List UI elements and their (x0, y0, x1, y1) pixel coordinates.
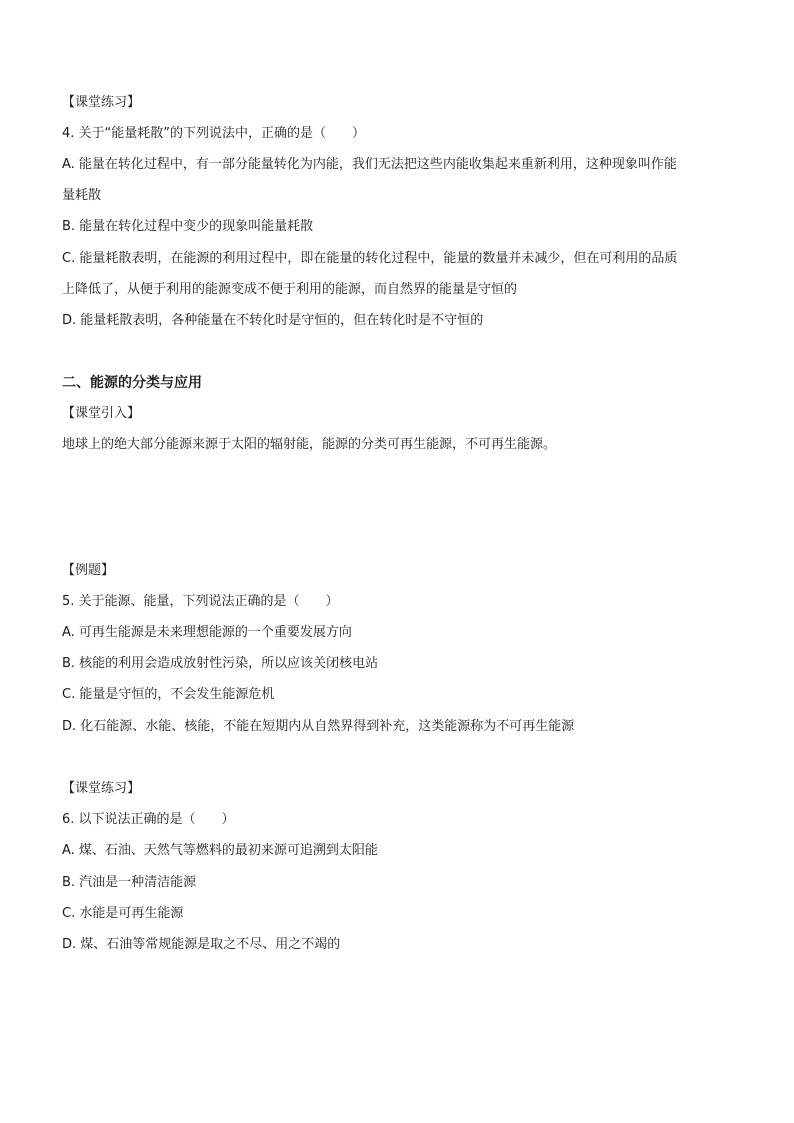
question-5-option-c: C. 能量是守恒的，不会发生能源危机 (62, 687, 275, 702)
question-5-option-b: B. 核能的利用会造成放射性污染，所以应该关闭核电站 (62, 656, 379, 671)
question-4-option-a-line2: 量耗散 (62, 188, 102, 203)
question-4-option-a-line1: A. 能量在转化过程中，有一部分能量转化为内能，我们无法把这些内能收集起来重新利用，这种现象叫作能 (62, 157, 677, 172)
practice-label-2: 【课堂练习】 (62, 781, 141, 796)
intro-label: 【课堂引入】 (62, 406, 141, 421)
question-6-option-b: B. 汽油是一种清洁能源 (62, 875, 197, 890)
question-4-option-b: B. 能量在转化过程中变少的现象叫能量耗散 (62, 219, 314, 234)
intro-text: 地球上的绝大部分能源来源于太阳的辐射能，能源的分类可再生能源，不可再生能源。 (62, 437, 557, 452)
question-6-option-d: D. 煤、石油等常规能源是取之不尽、用之不竭的 (62, 937, 341, 952)
question-5-option-d: D. 化石能源、水能、核能，不能在短期内从自然界得到补充，这类能源称为不可再生能源 (62, 719, 575, 734)
question-6-option-c: C. 水能是可再生能源 (62, 906, 184, 921)
question-5-stem: 5. 关于能源、能量，下列说法正确的是（ ） (62, 594, 339, 609)
question-4-option-c-line2: 上降低了，从便于利用的能源变成不便于利用的能源，而自然界的能量是守恒的 (62, 282, 518, 297)
example-label: 【例题】 (62, 563, 115, 578)
question-4-stem: 4. 关于“能量耗散”的下列说法中，正确的是（ ） (62, 126, 366, 141)
question-4-option-d: D. 能量耗散表明，各种能量在不转化时是守恒的，但在转化时是不守恒的 (62, 313, 484, 328)
question-4-option-c-line1: C. 能量耗散表明，在能源的利用过程中，即在能量的转化过程中，能量的数量并未减少，但在可利用的品质 (62, 251, 678, 266)
question-6-stem: 6. 以下说法正确的是（ ） (62, 812, 235, 827)
practice-label: 【课堂练习】 (62, 95, 141, 110)
question-5-option-a: A. 可再生能源是未来理想能源的一个重要发展方向 (62, 625, 352, 640)
section-title: 二、能源的分类与应用 (62, 375, 202, 391)
question-6-option-a: A. 煤、石油、天然气等燃料的最初来源可追溯到太阳能 (62, 843, 378, 858)
